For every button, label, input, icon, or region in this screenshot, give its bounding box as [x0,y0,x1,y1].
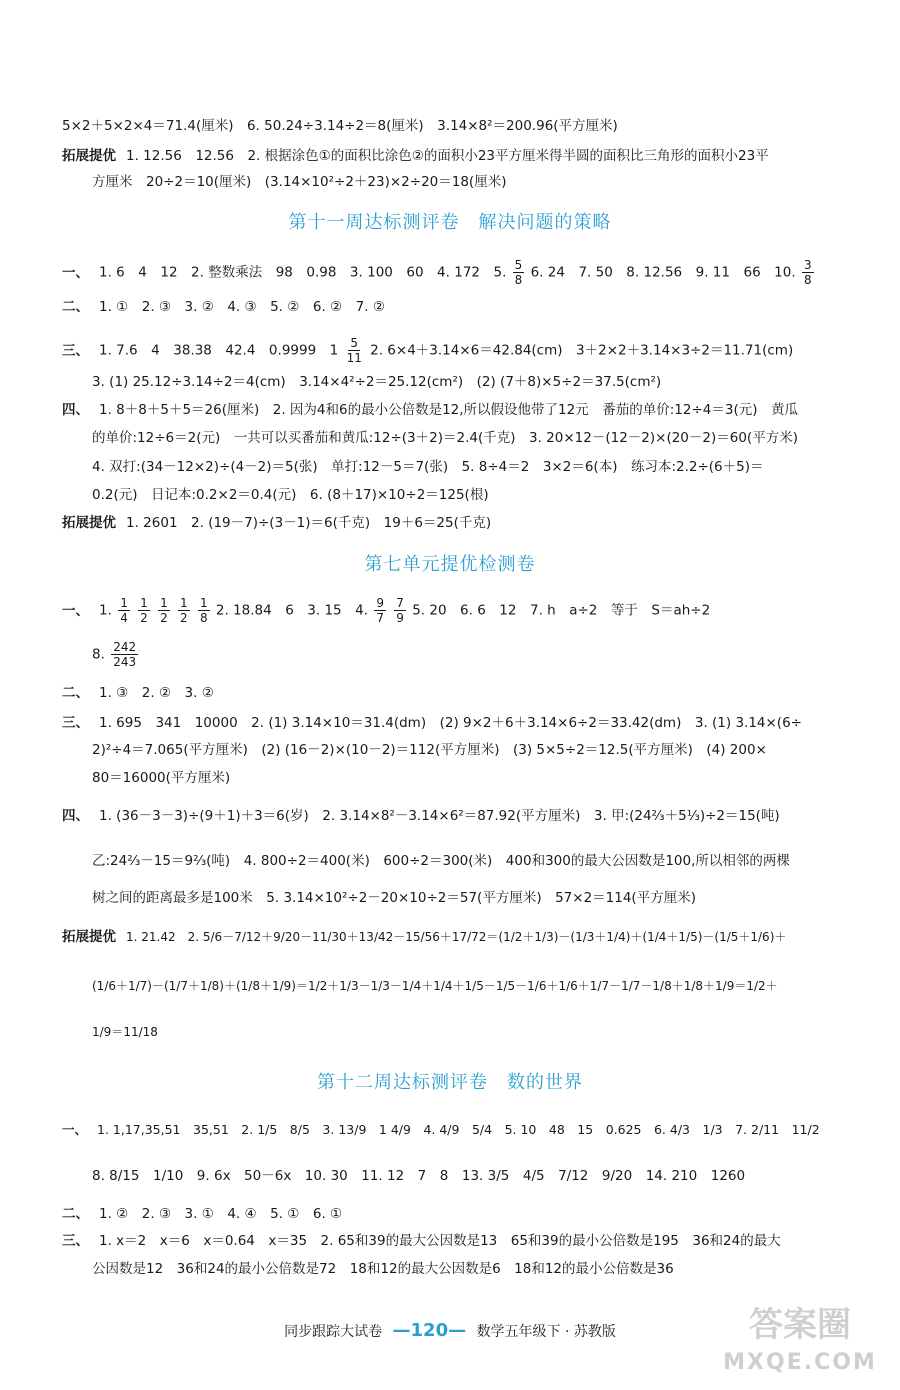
answer-line [92,640,860,669]
section-title: 第十一周达标测评卷 解决问题的策略 [288,212,612,233]
question-tag: 一、 [62,264,89,281]
numerator: 242 [113,640,137,654]
answer-line: 1/9＝11/18 [92,1025,158,1039]
answer-line: (1/6＋1/7)－(1/7＋1/8)＋(1/8＋1/9)＝1/2＋1/3－1/3－1/4＋1/4＋1/5－1/5－1/6＋1/6＋1/7－1/7－1/8＋1/8＋1/9＝1/2＋ [92,979,778,993]
answer-text: 1. ① 2. ③ 3. ② 4. ③ 5. ② 6. ② 7. ② [99,299,385,315]
answer-line [62,258,860,287]
answer-line: 的单价:12÷6＝2(元) 一共可以买番茄和黄瓜:12÷(3＋2)＝2.4(千克) 3. 20×12－(12－2)×(20－2)＝60(平方米) [92,430,798,446]
numerator: 1 [160,596,168,610]
question-tag: 一、 [62,1122,88,1137]
answer-text: 1. 12.56 12.56 2. 根据涂色①的面积比涂色②的面积小23平方厘米得半圆的面积比三角形的面积小23平 [126,148,769,164]
numerator: 5 [514,258,523,272]
answer-line: 8. 8/15 1/10 9. 6x 50－6x 10. 30 11. 12 7 8 13. 3/5 4/5 7/12 9/20 14. 210 1260 [92,1168,746,1184]
answer-line [62,146,860,166]
answer-text: 5. 20 6. 6 12 7. h a÷2 等于 S＝ah÷2 [412,602,711,619]
denominator: 8 [199,611,208,625]
fraction [138,596,150,625]
denominator: 8 [514,273,523,287]
numerator: 1 [140,596,148,610]
section-tag: 拓展提优 [62,148,116,164]
answer-line [62,683,860,703]
answer-text: 1. (36－3－3)÷(9＋1)＋3＝6(岁) 2. 3.14×8²－3.14×6²＝87.92(平方厘米) 3. 甲:(24⅔＋5⅓)÷2＝15(吨) [99,808,780,824]
answer-text: 8. [92,646,105,663]
answer-line: 80＝16000(平方厘米) [92,770,231,786]
answer-text: 1. ③ 2. ② 3. ② [99,685,214,701]
denominator: 4 [120,611,128,625]
answer-line: 方厘米 20÷2＝10(厘米) (3.14×10²÷2＋23)×2÷20＝18(厘米) [92,174,507,190]
answer-line: 5×2＋5×2×4＝71.4(厘米) 6. 50.24÷3.14÷2＝8(厘米) 3.14×8²＝200.96(平方厘米) [62,118,618,134]
answer-line: 2)²÷4＝7.065(平方厘米) (2) (16－2)×(10－2)＝112(平方厘米) (3) 5×5÷2＝12.5(平方厘米) (4) 200× [92,742,767,758]
book-title: 同步跟踪大试卷 [284,1324,383,1340]
question-tag: 二、 [62,685,89,701]
answer-line [62,400,860,420]
answer-line [62,927,860,947]
section-title: 第十二周达标测评卷 数的世界 [317,1072,583,1093]
section-tag: 拓展提优 [62,515,116,531]
answer-line: 树之间的距离最多是100米 5. 3.14×10²÷2－20×10÷2＝57(平方厘米) 57×2＝114(平方厘米) [92,890,696,906]
numerator: 1 [180,596,188,610]
watermark-logo [710,1306,890,1384]
denominator: 243 [113,655,137,669]
numerator: 5 [350,336,359,350]
answer-line: 公因数是12 36和24的最小公倍数是72 18和12的最大公因数是6 18和12的最小公倍数是36 [92,1261,674,1277]
fraction [178,596,190,625]
fraction [158,596,170,625]
question-tag: 三、 [62,715,89,731]
answer-text: 1. 21.42 2. 5/6－7/12＋9/20－11/30＋13/42－15/56＋17/72＝(1/2＋1/3)－(1/3＋1/4)＋(1/4＋1/5)－(1/5＋1/6)＋ [126,930,787,944]
question-tag: 三、 [62,342,89,359]
answer-text: 6. 24 7. 50 8. 12.56 9. 11 66 10. [530,264,796,281]
denominator: 2 [140,611,148,625]
answer-text: 1. 695 341 10000 2. (1) 3.14×10＝31.4(dm) (2) 9×2＋6＋3.14×6÷2＝33.42(dm) 3. (1) 3.14×(6÷ [99,715,802,731]
numerator: 3 [803,258,812,272]
answer-line [62,297,860,317]
numerator: 7 [396,596,404,610]
fraction [198,596,210,625]
answer-line: 0.2(元) 日记本:0.2×2＝0.4(元) 6. (8＋17)×10÷2＝125(根) [92,487,489,503]
answer-line [62,806,860,826]
fraction [111,640,138,669]
fraction [345,336,364,365]
answer-line [62,513,860,533]
answer-text: 1. 6 4 12 2. 整数乘法 98 0.98 3. 100 60 4. 172 5. [99,264,507,281]
denominator: 11 [346,351,362,365]
answer-line [62,713,860,733]
watermark-text: 答案圈 [749,1305,851,1345]
fraction [374,596,386,625]
numerator: 1 [120,596,128,610]
page-number: —120— [392,1320,467,1341]
numerator: 9 [376,596,384,610]
answer-text: 1. ② 2. ③ 3. ① 4. ④ 5. ① 6. ① [99,1206,343,1222]
answer-text: 1. 8＋8＋5＋5＝26(厘米) 2. 因为4和6的最小公倍数是12,所以假设他带了12元 番茄的单价:12÷4＝3(元) 黄瓜 [99,402,798,418]
answer-line [62,1204,860,1224]
denominator: 9 [396,611,404,625]
answer-text: 2. 6×4＋3.14×6＝42.84(cm) 3＋2×2＋3.14×3÷2＝11.71(cm) [370,342,794,359]
answer-text: 1. [99,602,112,619]
question-tag: 三、 [62,1233,89,1249]
answer-line: 3. (1) 25.12÷3.14÷2＝4(cm) 3.14×4²÷2＝25.12(cm²) (2) (7＋8)×5÷2＝37.5(cm²) [92,374,662,390]
fraction [394,596,406,625]
answer-text: 1. 7.6 4 38.38 42.4 0.9999 1 [99,342,339,359]
question-tag: 四、 [62,808,89,824]
fraction [802,258,814,287]
section-tag: 拓展提优 [62,929,116,945]
answer-line [62,336,860,365]
denominator: 7 [376,611,384,625]
watermark-url: MXQE.COM [723,1350,877,1375]
denominator: 2 [180,611,188,625]
section-title: 第七单元提优检测卷 [364,554,536,575]
book-subtitle: 数学五年级下 · 苏教版 [476,1324,616,1340]
question-tag: 二、 [62,1206,89,1222]
question-tag: 二、 [62,299,89,315]
answer-text: 2. 18.84 6 3. 15 4. [215,602,369,619]
denominator: 8 [803,273,812,287]
answer-text: 1. x＝2 x＝6 x＝0.64 x＝35 2. 65和39的最大公因数是13 65和39的最小公倍数是195 36和24的最大 [99,1233,781,1249]
answer-line [62,1231,860,1251]
answer-text: 1. 1,17,35,51 35,51 2. 1/5 8/5 3. 13/9 1 4/9 4. 4/9 5/4 5. 10 48 15 0.625 6. 4/3 1/3 7. 2/11 11/2 [97,1122,820,1137]
numerator: 1 [199,596,208,610]
answer-line: 乙:24⅔－15＝9⅔(吨) 4. 800÷2＝400(米) 600÷2＝300(米) 400和300的最大公因数是100,所以相邻的两棵 [92,853,790,869]
fraction [118,596,130,625]
answer-line [62,1120,860,1140]
answer-line: 4. 双打:(34－12×2)÷(4－2)＝5(张) 单打:12－5＝7(张) 5. 8÷4＝2 3×2＝6(本) 练习本:2.2÷(6＋5)＝ [92,459,764,475]
question-tag: 一、 [62,602,89,619]
answer-text: 1. 2601 2. (19－7)÷(3－1)＝6(千克) 19＋6＝25(千克) [126,515,492,531]
denominator: 2 [160,611,168,625]
question-tag: 四、 [62,402,89,418]
fraction [513,258,525,287]
answer-line [62,596,860,625]
